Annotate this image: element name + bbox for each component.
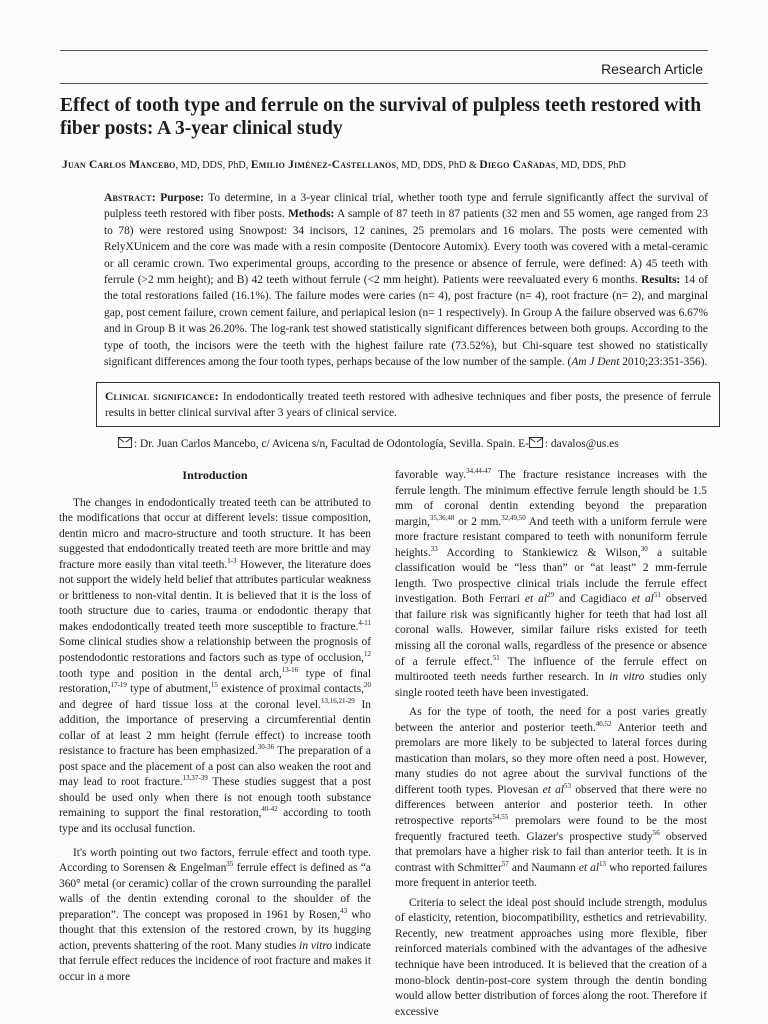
envelope-icon — [529, 437, 543, 448]
correspondence-email[interactable]: : davalos@us.es — [544, 438, 619, 450]
envelope-icon — [118, 437, 132, 448]
correspondence-text: : Dr. Juan Carlos Mancebo, c/ Avicena s/n, Facultad de Odontología, Sevilla. Spain. E- — [134, 438, 529, 450]
article-type-label: Research Article — [601, 61, 703, 77]
results-text: 14 of the total restorations failed (16.1%). The failure modes were caries (n= 4), post fracture (n= 4), root fracture (n= 2), and marginal gap, post cement failure, crown cement failure, and periapical lesion (n= 1 respectively). In Group A the failure observed was 6.67% and in Group B it was 26.20%. The log-rank test showed statistically significant differences between both groups. According to the type of tooth, the incisors were the teeth with the highest failure rate (73.52%), but Chi-square test showed no statistically significant differences among the four tooth types, perhaps because of the low number of the sample. — [104, 274, 708, 369]
intro-paragraph-2: It's worth pointing out two factors, ferrule effect and tooth type. According to Sorensen & Engelman$^{35}$ ferrule effect is defined as “a 360° metal (or ceramic) collar of the crown surrounding the parallel walls of the dentin extending coronal to the shoulder of the preparation”. The concept was proposed in 1961 by Rosen,$^{43}$ who thought that this extension of the restored crown, by its hugging action, prevents shattering of the root. Many studies in vitro indicate that ferrule effect reduces the incidence of root fracture and makes it occur in a more — [59, 846, 371, 983]
author-degrees: , MD, DDS, PhD — [396, 160, 467, 171]
abstract: Abstract: Purpose: To determine, in a 3-year clinical trial, whether tooth type and ferrule significantly affect the survival of pulpless teeth restored with fiber posts. Methods: A sample of 87 teeth in 87 patients (32 men and 55 women, age ranged from 23 to 78) were restored using Snowpost: 34 incisors, 12 canines, 25 premolars and 16 molars. The posts were cemented with RelyXUnicem and the core was made with a resin composite (Dentocore Automix). Every tooth was covered with a metal-ceramic or all ceramic crown. Two experimental groups, according to the presence or absence of ferrule, were defined: A) 45 teeth with ferrule (>2 mm height); and B) 42 teeth without ferrule (<2 mm height). Patients were reevaluated every 6 months. Results: 14 of the total restorations failed (16.1%). The failure modes were caries (n= 4), post fracture (n= 4), root fracture (n= 2), and marginal gap, post cement failure, crown cement failure, and periapical lesion (n= 1 respectively). In Group A the failure observed was 6.67% and in Group B it was 26.20%. The log-rank test showed statistically significant differences between both groups. According to the type of tooth, the incisors were the teeth with the highest failure rate (73.52%), but Chi-square test showed no statistically significant differences among the four tooth types, perhaps because of the low number of the sample. (Am J Dent 2010;23:351-356). — [104, 192, 709, 369]
author-name: Juan Carlos Mancebo — [62, 159, 176, 171]
results-label: Results: — [641, 274, 681, 287]
purpose-label: Purpose: — [160, 192, 204, 204]
journal-citation: Am J Dent — [571, 356, 620, 369]
author-name: Emilio Jiménez-Castellanos — [250, 159, 397, 171]
abstract-label: Abstract: — [104, 192, 156, 204]
author-degrees: , MD, DDS, PhD, — [175, 160, 249, 171]
right-column — [395, 468, 707, 1020]
left-column — [59, 468, 371, 986]
citation-details: 2010;23:351-356). — [619, 356, 708, 369]
section-heading-introduction: Introduction — [182, 468, 248, 482]
intro-paragraph-5: Criteria to select the ideal post should include strength, modulus of elasticity, retention, biocompatibility, esthetics and retrievability. Recently, new treatment approaches using more flexible, fiber reinforced materials combined with the advantages of the adhesive technique have been introduced. It is believed that the creation of a mono-block dentin-post-core system through the dentin bonding would allow better distribution of forces along the root. Therefore if excessive — [395, 896, 707, 1018]
clinical-significance-box — [96, 382, 720, 427]
clinical-significance-label: Clinical significance: — [105, 391, 219, 403]
intro-paragraph-1: The changes in endodontically treated teeth can be attributed to the modifications that occur at different levels: tissue composition, dentin micro and macro-structure and tooth structure. It has been suggested that endodontically treated teeth are more brittle and may fracture more easily than vital teeth.$^{1-3}$ However, the literature does not support the widely held belief that attributes particular weakness or brittleness to non-vital dentin. It is believed that it is the loss of tooth structure due to caries, trauma or endodontic therapy that makes endodontically treated teeth more susceptible to fracture.$^{4-11}$ Some clinical studies show a relationship between the prognosis of postendodontic restorations and factors such as type of occlusion,$^{12}$ tooth type and position in the dental arch,$^{13-16}$ type of final restoration,$^{17-19}$ type of abutment,$^{15}$ existence of proximal contacts,$^{20}$ and degree of hard tissue loss at the coronal level.$^{13,16,21-29}$ In addition, the importance of preserving a circumferential dentin collar of at least 2 mm height (ferrule effect) to increase tooth resistance to fracture has been emphasized.$^{30-36}$ The preparation of a post space and the placement of a post can also weaken the root and may lead to root fracture.$^{13,37-39}$ These studies suggest that a post should be used only when there is not enough tooth substance remaining to support the final restoration,$^{40-42}$ according to tooth type and its occlusal function. — [59, 496, 372, 836]
correspondence-line — [118, 437, 619, 450]
top-rule — [60, 50, 708, 51]
article-title: Effect of tooth type and ferrule on the survival of pulpless teeth restored with fiber posts: A 3-year clinical study — [60, 95, 702, 139]
author-degrees: , MD, DDS, PhD — [555, 160, 626, 171]
author-line — [62, 159, 626, 171]
methods-text: A sample of 87 teeth in 87 patients (32 men and 55 women, age ranged from 23 to 78) were restored using Snowpost: 34 incisors, 12 canines, 25 premolars and 16 molars. The posts were cemented with RelyXUnicem and the core was made with a resin composite (Dentocore Automix). Every tooth was covered with a metal-ceramic or all ceramic crown. Two experimental groups, according to the presence or absence of ferrule, were defined: A) 45 teeth with ferrule (>2 mm height); and B) 42 teeth without ferrule (<2 mm height). Patients were reevaluated every 6 months. — [104, 208, 709, 287]
purpose-text: To determine, in a 3-year clinical trial, whether tooth type and ferrule significantly affect the survival of pulpless teeth restored with fiber posts. — [104, 192, 708, 221]
author-separator: & — [466, 160, 480, 171]
intro-paragraph-3: favorable way.$^{34,44-47}$ The fracture resistance increases with the ferrule length. The minimum effective ferrule length should be 1.5 mm of coronal dentin extending beyond the preparation margin,$^{35,36,48}$ or 2 mm.$^{32,49,50}$ And teeth with a uniform ferrule were more fracture resistant compared to teeth with nonuniform ferrule heights.$^{33}$ According to Stankiewicz & Wilson,$^{30}$ a suitable classification would be “less than” or “at least” 2 mm-ferrule length. Two prospective clinical trials include the ferrule effect investigation. Both Ferrari et $al^{29}$ and Cagidiaco et $al^{51}$ observed that failure risk was significantly higher for teeth that had lost all coronal walls. However, similar failure risks existed for teeth missing all the coronal walls, regardless of the presence or absence of a ferrule effect.$^{51}$ The influence of the ferrule effect on multirooted teeth needs further research. In in vitro studies only single rooted teeth have been investigated. — [395, 467, 708, 699]
header-rule — [60, 83, 708, 84]
intro-paragraph-4: As for the type of tooth, the need for a post varies greatly between the anterior and posterior teeth.$^{40,52}$ Anterior teeth and premolars are more likely to be subjected to lateral forces during mastication than molars, so they more often need a post. However, many studies do not agree about the survival functions of the different tooth types. Piovesan et $al^{53}$ observed that there were no differences between anterior and posterior teeth. In other retrospective reports$^{54,55}$ premolars were found to be the most frequently fractured teeth. Glazer's prospective study$^{56}$ observed that premolars have a higher risk to fail than anterior teeth. It is in contrast with Schmitter$^{57}$ and Naumann et $al^{13}$ who reported failures more frequent in anterior teeth. — [395, 706, 708, 890]
clinical-significance-text: In endodontically treated teeth restored with adhesive techniques and fiber posts, the presence of ferrule results in better clinical survival after 3 years of clinical service. — [105, 391, 711, 419]
methods-label: Methods: — [288, 208, 335, 221]
author-name: Diego Cañadas — [479, 159, 556, 171]
